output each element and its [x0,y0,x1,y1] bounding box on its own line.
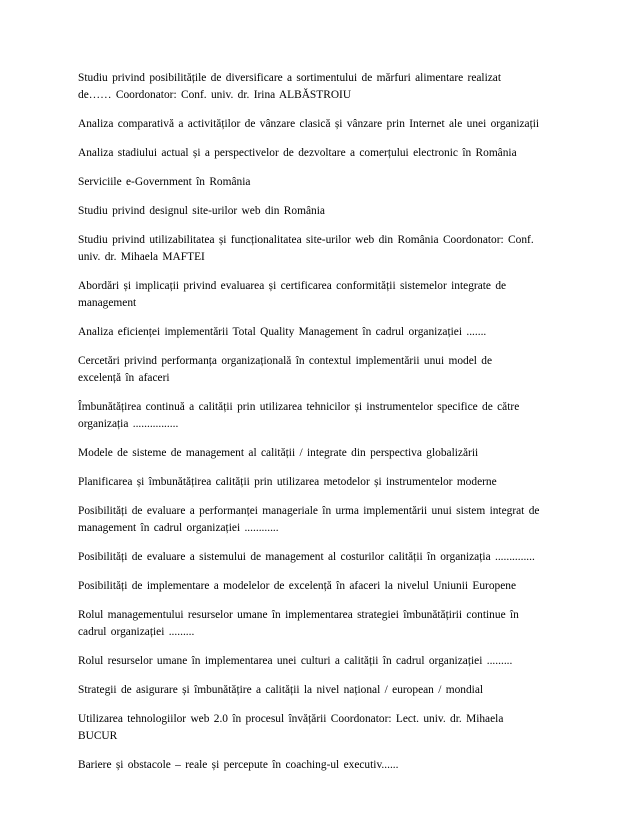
topic-entry-14: Posibilități de evaluare a sistemului de management al costurilor calității în organizația .............. [78,551,535,563]
topic-entry-18: Strategii de asigurare și îmbunătățire a calității la nivel național / european / mondial [78,684,484,696]
topic-entry-6: Studiu privind utilizabilitatea și funcționalitatea site-urilor web din România Coordonator: Conf. univ. dr. Mihaela MAFTEI [78,234,534,263]
document-page [78,70,568,774]
topic-entry-17: Rolul resurselor umane în implementarea unei culturi a calității în cadrul organizației ......... [78,655,513,667]
topic-entry-20: Bariere și obstacole – reale și percepute în coaching-ul executiv...... [78,759,399,771]
topic-entry-1: Studiu privind posibilitățile de diversificare a sortimentului de mărfuri alimentare realizat de…… Coordonator: Conf. univ. dr. Irina ALBĂSTROIU [78,72,502,101]
topic-entry-2: Analiza comparativă a activităților de vânzare clasică și vânzare prin Internet ale unei organizații [78,118,540,130]
topic-entry-8: Analiza eficienței implementării Total Quality Management în cadrul organizației ....... [78,326,487,338]
topic-entry-11: Modele de sisteme de management al calității / integrate din perspectiva globalizării [78,447,479,459]
topic-entry-16: Rolul managementului resurselor umane în implementarea strategiei îmbunătățirii continue în cadrul organizației ......... [78,609,519,638]
topic-entry-10: Îmbunătățirea continuă a calității prin utilizarea tehnicilor și instrumentelor specifice de către organizația ................ [78,401,520,430]
topic-entry-15: Posibilități de implementare a modelelor de excelență în afaceri la nivelul Uniunii Europene [78,580,517,592]
topic-entry-4: Serviciile e-Government în România [78,176,251,188]
topic-entry-3: Analiza stadiului actual și a perspectivelor de dezvoltare a comerțului electronic în România [78,147,517,159]
topic-entry-19: Utilizarea tehnologiilor web 2.0 în procesul învățării Coordonator: Lect. univ. dr. Mihaela BUCUR [78,713,504,742]
topic-entry-12: Planificarea și îmbunătățirea calității prin utilizarea metodelor și instrumentelor moderne [78,476,497,488]
topic-entry-9: Cercetări privind performanța organizațională în contextul implementării unui model de excelență în afaceri [78,355,493,384]
topic-entry-5: Studiu privind designul site-urilor web din România [78,205,325,217]
topic-entry-7: Abordări și implicații privind evaluarea și certificarea conformității sistemelor integrate de management [78,280,507,309]
topic-entry-13: Posibilități de evaluare a performanței manageriale în urma implementării unui sistem integrat de management în cadrul organizației ............ [78,505,540,534]
